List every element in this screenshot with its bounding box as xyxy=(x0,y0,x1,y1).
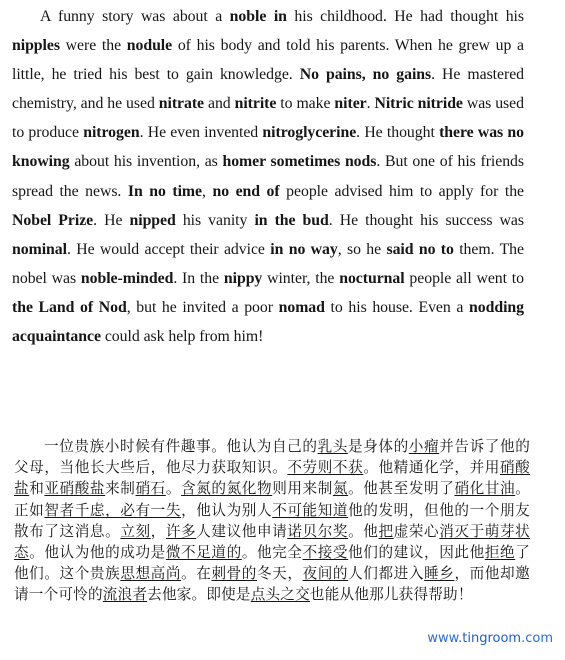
vocab-term: Nobel Prize xyxy=(12,211,94,229)
vocab-term: in the bud xyxy=(254,211,329,229)
vocab-translation: 不劳则不获 xyxy=(287,459,364,477)
text-run: 来制 xyxy=(105,480,136,498)
vocab-term: niter xyxy=(334,95,367,113)
vocab-translation: 智者千虑，必有一失 xyxy=(44,501,182,519)
vocab-term: in no way xyxy=(270,240,338,258)
vocab-translation: 消灭于萌芽状态 xyxy=(14,522,530,562)
vocab-translation: 拒绝 xyxy=(484,544,516,562)
text-run: 人建议他申请 xyxy=(196,522,288,540)
text-run: and xyxy=(204,95,235,113)
text-run: , xyxy=(202,182,213,200)
text-run: 则用来制 xyxy=(272,480,333,498)
text-run: ，而他却邀请一个可怜的 xyxy=(14,565,530,604)
vocab-translation: 不可能知道 xyxy=(272,501,349,519)
text-run: was used to produce xyxy=(12,95,524,142)
vocab-term: the Land of Nod xyxy=(12,298,127,316)
text-run: 他的发明，但他的一个朋友散布了这消息。 xyxy=(14,501,530,540)
vocab-term: said no to xyxy=(386,240,454,258)
text-run: 。正如 xyxy=(14,480,530,519)
text-run: . xyxy=(366,95,375,113)
text-run: 虚荣心 xyxy=(393,522,440,540)
text-run: . He xyxy=(93,211,130,229)
watermark-brand: tingroom xyxy=(462,631,522,646)
vocab-translation: 许多 xyxy=(165,522,197,540)
watermark-suffix: .com xyxy=(521,631,553,646)
vocab-term: noble-minded xyxy=(80,269,174,287)
text-run: 去他家。即使是 xyxy=(147,586,251,604)
text-run: . He mastered chemistry, and he used xyxy=(12,66,525,113)
text-run: A funny story was about a xyxy=(40,8,230,25)
text-run: 了他们。这个贵族 xyxy=(14,544,530,583)
text-run: 。他精通化学，并用 xyxy=(363,459,500,477)
text-run: people advised him to apply for the xyxy=(279,182,524,200)
text-run: 和 xyxy=(29,480,45,498)
vocab-translation: 思想高尚 xyxy=(120,565,182,583)
vocab-translation: 流浪者 xyxy=(102,586,148,604)
vocab-translation: 氮 xyxy=(332,480,349,498)
vocab-term: nipples xyxy=(12,37,60,55)
vocab-translation: 小瘤 xyxy=(408,438,440,455)
text-run: winter, the xyxy=(262,269,340,287)
vocab-term: homer sometimes nods xyxy=(222,153,377,171)
vocab-term: nippy xyxy=(223,269,263,287)
text-run: , so he xyxy=(337,240,387,258)
text-run: about his invention, as xyxy=(69,153,223,171)
text-run: people all went to xyxy=(404,269,524,287)
text-run: were the xyxy=(59,37,127,55)
text-run xyxy=(266,8,274,25)
paragraph-indent xyxy=(14,438,44,455)
english-text-runs xyxy=(12,8,524,345)
text-run: his childhood. He had thought his xyxy=(286,8,524,25)
paragraph-indent xyxy=(12,8,40,25)
vocab-term: no end of xyxy=(212,182,280,200)
text-run: 。他甚至发明了 xyxy=(348,480,455,498)
text-run: 。 xyxy=(165,480,182,498)
text-run: 并告诉了他的父母，当他长大些后，他尽力获取知识。 xyxy=(14,438,530,477)
text-run: 。他认为他的成功是 xyxy=(29,544,166,562)
text-run: could ask help from him! xyxy=(100,328,264,346)
vocab-term: noble xyxy=(229,8,267,25)
text-run: 冬天， xyxy=(257,565,303,583)
text-run: . He thought xyxy=(356,124,440,142)
text-run: his vanity xyxy=(175,211,255,229)
vocab-translation: 诺贝尔奖 xyxy=(287,522,349,540)
vocab-translation: 刺骨的 xyxy=(211,565,257,583)
vocab-term: nitroglycerine xyxy=(262,124,357,142)
vocab-translation: 立刻 xyxy=(120,522,151,540)
vocab-term: No pains, no gains xyxy=(299,66,432,84)
text-run: . He thought his success was xyxy=(328,211,524,229)
chinese-translation-paragraph xyxy=(14,436,530,606)
vocab-term: nitrite xyxy=(234,95,277,113)
text-run: 他们的建议，因此他 xyxy=(348,544,485,562)
text-run: of his body and told his parents. When he grew up a little, he tried his best to gain knowledge. xyxy=(12,37,525,84)
vocab-translation: 乳头 xyxy=(317,438,348,455)
text-run: 是身体的 xyxy=(348,438,409,455)
text-run: ， xyxy=(150,522,166,540)
text-run: 一位贵族小时候有件趣事。他认为自己的 xyxy=(44,438,318,455)
vocab-translation: 睡乡 xyxy=(424,565,455,583)
vocab-translation: 亚硝酸盐 xyxy=(44,480,106,498)
text-run: ，他认为别人 xyxy=(181,501,273,519)
vocab-translation: 硝化甘油 xyxy=(454,480,516,498)
text-run: to his house. Even a xyxy=(324,298,470,316)
text-run: them. The nobel was xyxy=(12,240,524,287)
vocab-translation: 硝石 xyxy=(135,480,166,498)
vocab-translation: 点头之交 xyxy=(250,586,310,604)
vocab-term: in xyxy=(273,8,287,25)
vocab-translation: 不接受 xyxy=(302,544,349,562)
vocab-term: nodding acquaintance xyxy=(12,298,524,346)
text-run: . In the xyxy=(173,269,224,287)
vocab-term: nitrate xyxy=(158,95,205,113)
vocab-term: Nitric nitride xyxy=(374,95,463,113)
text-run: 。在 xyxy=(181,565,212,583)
text-run: 。他完全 xyxy=(241,544,303,562)
text-run: to make xyxy=(276,95,335,113)
vocab-term: In no time xyxy=(127,182,202,200)
vocab-term: nitrogen xyxy=(83,124,140,142)
vocab-term: nipped xyxy=(129,211,176,229)
vocab-term: nodule xyxy=(126,37,173,55)
text-run: . But one of his friends spread the news. xyxy=(12,153,525,200)
vocab-term: nocturnal xyxy=(339,269,405,287)
chinese-text-runs xyxy=(14,438,530,603)
vocab-term: nomad xyxy=(278,298,325,316)
text-run: , but he invited a poor xyxy=(126,298,279,316)
vocab-term: nominal xyxy=(12,240,67,258)
vocab-translation: 微不足道的 xyxy=(165,544,242,562)
watermark-prefix: www. xyxy=(427,631,463,646)
vocab-translation: 含氮的氮化物 xyxy=(181,480,273,498)
vocab-translation: 硝酸盐 xyxy=(14,459,530,498)
vocab-translation: 把 xyxy=(378,522,394,540)
english-story-paragraph xyxy=(12,2,524,351)
site-watermark xyxy=(425,631,555,646)
text-run: 。他 xyxy=(348,522,379,540)
text-run: . He even invented xyxy=(139,124,263,142)
text-run: 也能从他那儿获得帮助！ xyxy=(309,586,473,604)
text-run: 人们都进入 xyxy=(348,565,425,583)
text-run: . He would accept their advice xyxy=(66,240,271,258)
vocab-term: there was no knowing xyxy=(12,124,524,171)
vocab-translation: 夜间的 xyxy=(302,565,349,583)
